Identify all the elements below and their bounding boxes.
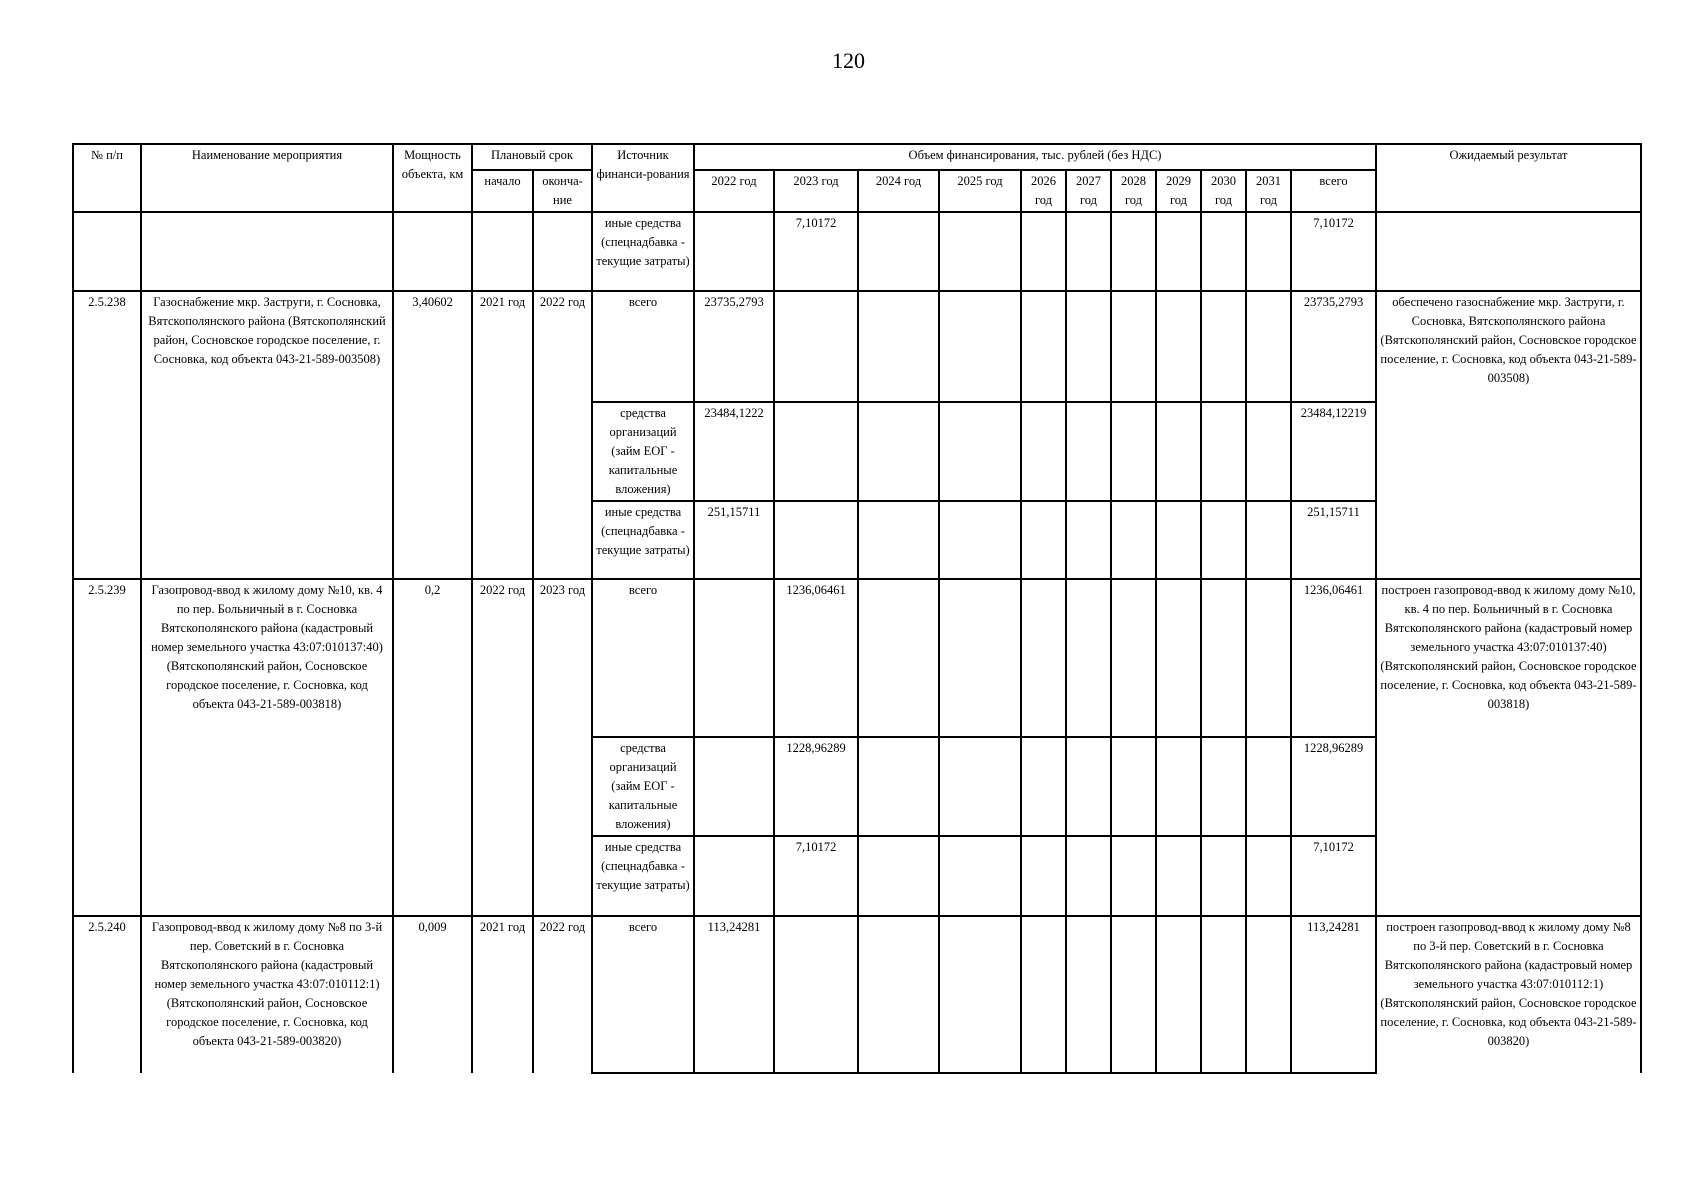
total-cell: 1228,96289 bbox=[1291, 737, 1376, 836]
item-capacity: 3,40602 bbox=[393, 291, 472, 579]
table-row bbox=[73, 916, 1641, 1073]
header-funding: Объем финансирования, тыс. рублей (без НДС) bbox=[694, 144, 1376, 170]
total-cell: 7,10172 bbox=[1291, 836, 1376, 916]
value-cell: 113,24281 bbox=[694, 916, 774, 1073]
total-cell: 251,15711 bbox=[1291, 501, 1376, 579]
value-cell bbox=[774, 402, 858, 501]
table-row bbox=[73, 579, 1641, 737]
source-cell: средства организаций (займ ЕОГ - капитальные вложения) bbox=[592, 737, 694, 836]
item-number: 2.5.238 bbox=[73, 291, 141, 579]
value-cell bbox=[694, 579, 774, 737]
item-name: Газоснабжение мкр. Заструги, г. Сосновка, Вятскополянского района (Вятскополянский район, Сосновское городское поселение, г. Сосновка, код объекта 043-21-589-003508) bbox=[141, 291, 393, 579]
source-cell: всего bbox=[592, 291, 694, 402]
header-year-2029: 2029 год bbox=[1156, 170, 1201, 212]
item-end: 2022 год bbox=[533, 916, 592, 1073]
item-capacity: 0,2 bbox=[393, 579, 472, 916]
funding-table bbox=[72, 143, 1642, 1074]
item-capacity: 0,009 bbox=[393, 916, 472, 1073]
header-year-2030: 2030 год bbox=[1201, 170, 1246, 212]
item-result: построен газопровод-ввод к жилому дому №8 по 3-й пер. Советский в г. Сосновка Вятскополянского района (кадастровый номер земельного участка 43:07:010112:1) (Вятскополянский район, Сосновское городское поселение, г. Сосновка, код объекта 043-21-589-003820) bbox=[1376, 916, 1641, 1073]
value-cell: 7,10172 bbox=[774, 836, 858, 916]
header-end: оконча-ние bbox=[533, 170, 592, 212]
header-year-2031: 2031 год bbox=[1246, 170, 1291, 212]
source-cell: средства организаций (займ ЕОГ - капитальные вложения) bbox=[592, 402, 694, 501]
source-cell: иные средства (спецнадбавка - текущие затраты) bbox=[592, 212, 694, 291]
value-cell bbox=[774, 501, 858, 579]
source-cell: иные средства (спецнадбавка - текущие затраты) bbox=[592, 501, 694, 579]
source-cell: всего bbox=[592, 916, 694, 1073]
value-cell: 7,10172 bbox=[774, 212, 858, 291]
source-cell: всего bbox=[592, 579, 694, 737]
header-total: всего bbox=[1291, 170, 1376, 212]
value-cell bbox=[774, 291, 858, 402]
header-year-2027: 2027 год bbox=[1066, 170, 1111, 212]
total-cell: 7,10172 bbox=[1291, 212, 1376, 291]
header-plan-term: Плановый срок bbox=[472, 144, 592, 170]
header-start: начало bbox=[472, 170, 533, 212]
header-year-2023: 2023 год bbox=[774, 170, 858, 212]
value-cell bbox=[694, 737, 774, 836]
value-cell: 1236,06461 bbox=[774, 579, 858, 737]
item-end: 2022 год bbox=[533, 291, 592, 579]
item-name: Газопровод-ввод к жилому дому №8 по 3-й пер. Советский в г. Сосновка Вятскополянского района (кадастровый номер земельного участка 43:07:010112:1) (Вятскополянский район, Сосновское городское поселение, г. Сосновка, код объекта 043-21-589-003820) bbox=[141, 916, 393, 1073]
item-end: 2023 год bbox=[533, 579, 592, 916]
item-start: 2021 год bbox=[472, 916, 533, 1073]
header-result: Ожидаемый результат bbox=[1376, 144, 1641, 212]
item-result: обеспечено газоснабжение мкр. Заструги, г. Сосновка, Вятскополянского района (Вятскополянский район, Сосновское городское поселение, г. Сосновка, код объекта 043-21-589-003508) bbox=[1376, 291, 1641, 579]
item-start: 2021 год bbox=[472, 291, 533, 579]
total-cell: 113,24281 bbox=[1291, 916, 1376, 1073]
item-result: построен газопровод-ввод к жилому дому №10, кв. 4 по пер. Больничный в г. Сосновка Вятскополянского района (кадастровый номер земельного участка 43:07:010137:40) (Вятскополянский район, Сосновское городское поселение, г. Сосновка, код объекта 043-21-589-003818) bbox=[1376, 579, 1641, 916]
header-year-2028: 2028 год bbox=[1111, 170, 1156, 212]
header-name: Наименование мероприятия bbox=[141, 144, 393, 212]
item-start: 2022 год bbox=[472, 579, 533, 916]
value-cell: 1228,96289 bbox=[774, 737, 858, 836]
item-number: 2.5.239 bbox=[73, 579, 141, 916]
header-row-1 bbox=[73, 144, 1641, 170]
source-cell: иные средства (спецнадбавка - текущие затраты) bbox=[592, 836, 694, 916]
total-cell: 23735,2793 bbox=[1291, 291, 1376, 402]
header-year-2025: 2025 год bbox=[939, 170, 1021, 212]
table-row bbox=[73, 212, 1641, 291]
header-num: № п/п bbox=[73, 144, 141, 212]
header-year-2026: 2026 год bbox=[1021, 170, 1066, 212]
item-number: 2.5.240 bbox=[73, 916, 141, 1073]
value-cell bbox=[694, 836, 774, 916]
value-cell: 23484,1222 bbox=[694, 402, 774, 501]
total-cell: 1236,06461 bbox=[1291, 579, 1376, 737]
value-cell bbox=[774, 916, 858, 1073]
table-row bbox=[73, 291, 1641, 402]
header-year-2024: 2024 год bbox=[858, 170, 939, 212]
header-source: Источник финанси-рования bbox=[592, 144, 694, 212]
value-cell: 251,15711 bbox=[694, 501, 774, 579]
value-cell: 23735,2793 bbox=[694, 291, 774, 402]
header-capacity: Мощность объекта, км bbox=[393, 144, 472, 212]
total-cell: 23484,12219 bbox=[1291, 402, 1376, 501]
item-name: Газопровод-ввод к жилому дому №10, кв. 4 по пер. Больничный в г. Сосновка Вятскополянского района (кадастровый номер земельного участка 43:07:010137:40) (Вятскополянский район, Сосновское городское поселение, г. Сосновка, код объекта 043-21-589-003818) bbox=[141, 579, 393, 916]
page-number: 120 bbox=[832, 48, 865, 73]
header-year-2022: 2022 год bbox=[694, 170, 774, 212]
